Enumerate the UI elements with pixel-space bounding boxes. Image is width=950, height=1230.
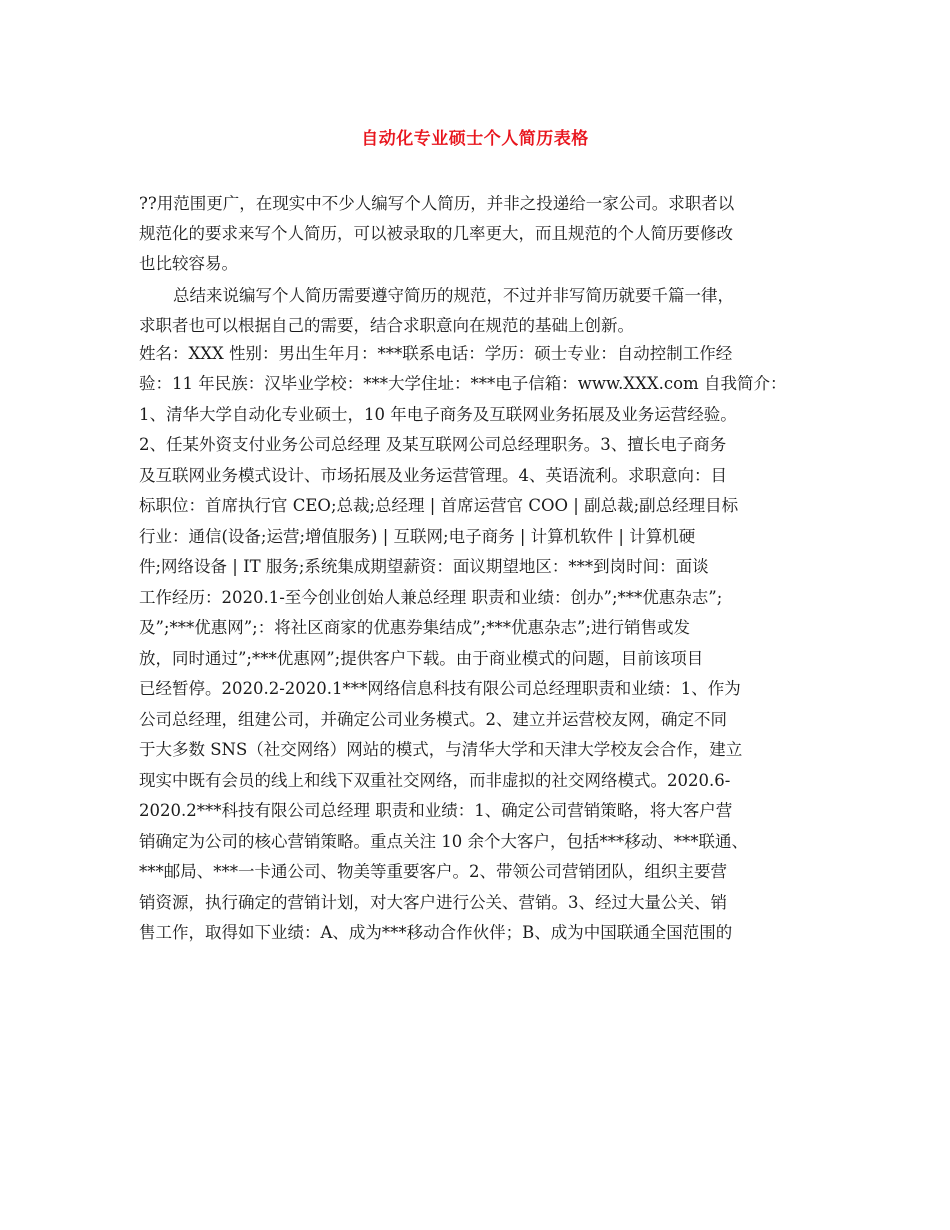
body-line: 及互联网业务模式设计、市场拓展及业务运营管理。4、英语流利。求职意向：目: [139, 466, 727, 485]
body-line: 规范化的要求来写个人简历，可以被录取的几率更大，而且规范的个人简历要修改: [139, 224, 733, 243]
body-line: 于大多数 SNS（社交网络）网站的模式，与清华大学和天津大学校友会合作，建立: [139, 740, 743, 759]
body-line: 2、任某外资支付业务公司总经理 及某互联网公司总经理职务。3、擅长电子商务: [139, 435, 727, 454]
body-line: 现实中既有会员的线上和线下双重社交网络，而非虚拟的社交网络模式。2020.6-: [139, 771, 731, 790]
body-line: 标职位：首席执行官 CEO;总裁;总经理 | 首席运营官 COO | 副总裁;副总经理目标: [139, 496, 739, 515]
body-line: 销确定为公司的核心营销策略。重点关注 10 余个大客户，包括***移动、***联通、: [139, 832, 748, 851]
body-line: 1、清华大学自动化专业硕士，10 年电子商务及互联网业务拓展及业务运营经验。: [139, 405, 737, 424]
body-line: 行业：通信(设备;运营;增值服务) | 互联网;电子商务 | 计算机软件 | 计算机硬: [139, 527, 696, 546]
body-line: 2020.2***科技有限公司总经理 职责和业绩：1、确定公司营销策略，将大客户营: [139, 801, 733, 820]
body-line: 销资源，执行确定的营销计划，对大客户进行公关、营销。3、经过大量公关、销: [139, 893, 727, 912]
body-line: 售工作，取得如下业绩：A、成为***移动合作伙伴；B、成为中国联通全国范围的: [139, 923, 733, 942]
body-line: 及”;***优惠网”;：将社区商家的优惠券集结成”;***优惠杂志”;进行销售或发: [139, 618, 690, 637]
body-line: 放，同时通过”;***优惠网”;提供客户下载。由于商业模式的问题，目前该项目: [139, 649, 704, 668]
body-line: 已经暂停。2020.2-2020.1***网络信息科技有限公司总经理职责和业绩：1、作为: [139, 679, 741, 698]
body-line: 工作经历：2020.1-至今创业创始人兼总经理 职责和业绩：创办”;***优惠杂志”;: [139, 588, 723, 607]
body-line: 验：11 年民族：汉毕业学校：***大学住址：***电子信箱：www.XXX.com 自我简介：: [139, 374, 787, 393]
body-line: 求职者也可以根据自己的需要，结合求职意向在规范的基础上创新。: [139, 316, 634, 335]
body-line: 总结来说编写个人简历需要遵守简历的规范，不过并非写简历就要千篇一律，: [173, 286, 734, 305]
body-line: 公司总经理，组建公司，并确定公司业务模式。2、建立并运营校友网，确定不同: [139, 710, 727, 729]
body-line: ??用范围更广，在现实中不少人编写个人简历，并非之投递给一家公司。求职者以: [139, 194, 735, 213]
body-line: ***邮局、***一卡通公司、物美等重要客户。2、带领公司营销团队，组织主要营: [139, 862, 727, 881]
body-line: 也比较容易。: [139, 254, 238, 273]
body-line: 件;网络设备 | IT 服务;系统集成期望薪资：面议期望地区：***到岗时间：面谈: [139, 557, 709, 576]
document-title: 自动化专业硕士个人简历表格: [361, 129, 589, 149]
body-line: 姓名：XXX 性别：男出生年月：***联系电话：学历：硕士专业：自动控制工作经: [139, 344, 733, 363]
